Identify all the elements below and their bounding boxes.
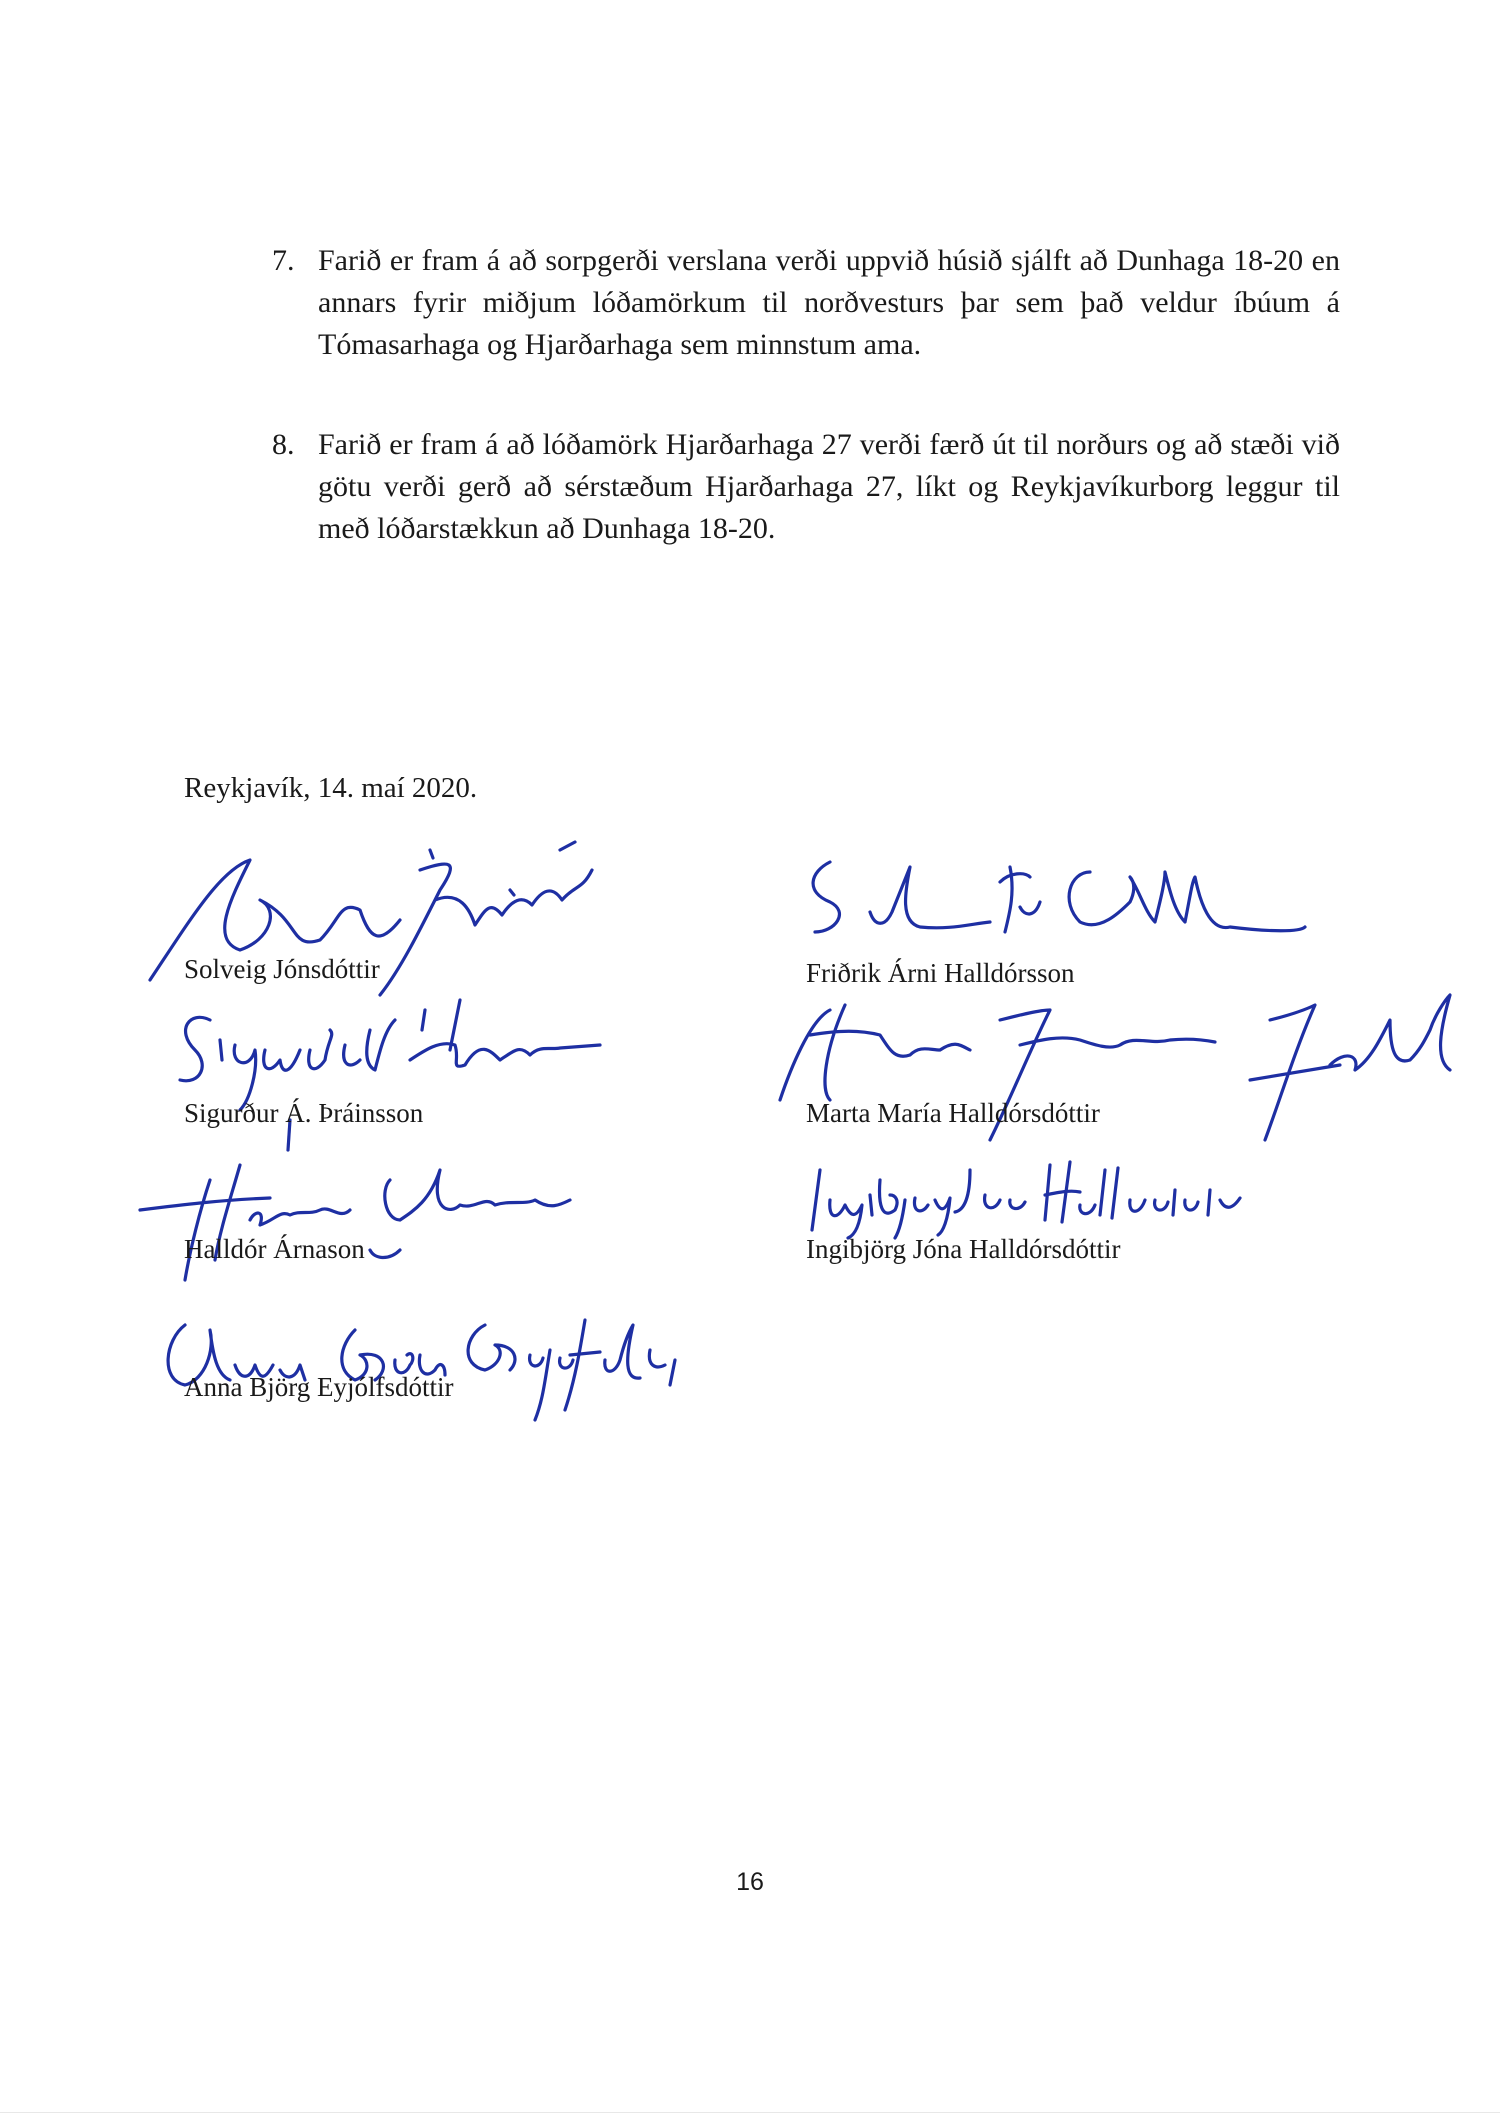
signer-name-anna: Anna Björg Eyjólfsdóttir <box>184 1372 454 1402</box>
signer-name-solveig: Solveig Jónsdóttir <box>184 954 380 984</box>
page-number: 16 <box>736 1868 764 1896</box>
signer-name-ingibjorg: Ingibjörg Jóna Halldórsdóttir <box>806 1234 1121 1264</box>
signer-name-sigurdur: Sigurður Á. Þráinsson <box>184 1098 424 1128</box>
signature-halldor <box>130 1150 580 1290</box>
list-item-8 <box>272 424 1340 550</box>
signer-name-fridrik: Friðrik Árni Halldórsson <box>806 958 1075 988</box>
signature-sigurdur <box>170 990 630 1160</box>
signer-name-marta: Marta María Halldórsdóttir <box>806 1098 1100 1128</box>
signature-fridrik <box>800 852 1320 952</box>
signer-name-halldor: Halldór Árnason <box>184 1234 365 1264</box>
place-date: Reykjavík, 14. maí 2020. <box>184 772 478 804</box>
list-item-number: 7. <box>272 244 295 277</box>
list-item-text: Farið er fram á að sorpgerði verslana verði uppvið húsið sjálft að Dunhaga 18-20 en annars fyrir miðjum lóðamörkum til norðvesturs þar sem það veldur íbúum á Tómasarhaga og Hjarðarhaga sem minnstum ama. <box>318 244 1340 361</box>
list-item-number: 8. <box>272 428 295 461</box>
list-item-text: Farið er fram á að lóðamörk Hjarðarhaga 27 verði færð út til norðurs og að stæði við götu verði gerð að sérstæðum Hjarðarhaga 27, líkt og Reykjavíkurborg leggur til með lóðarstækkun að Dunhaga 18-20. <box>318 428 1340 545</box>
list-item-7 <box>272 240 1340 366</box>
bottom-divider <box>0 2112 1500 2113</box>
signature-ingibjorg <box>800 1150 1260 1240</box>
